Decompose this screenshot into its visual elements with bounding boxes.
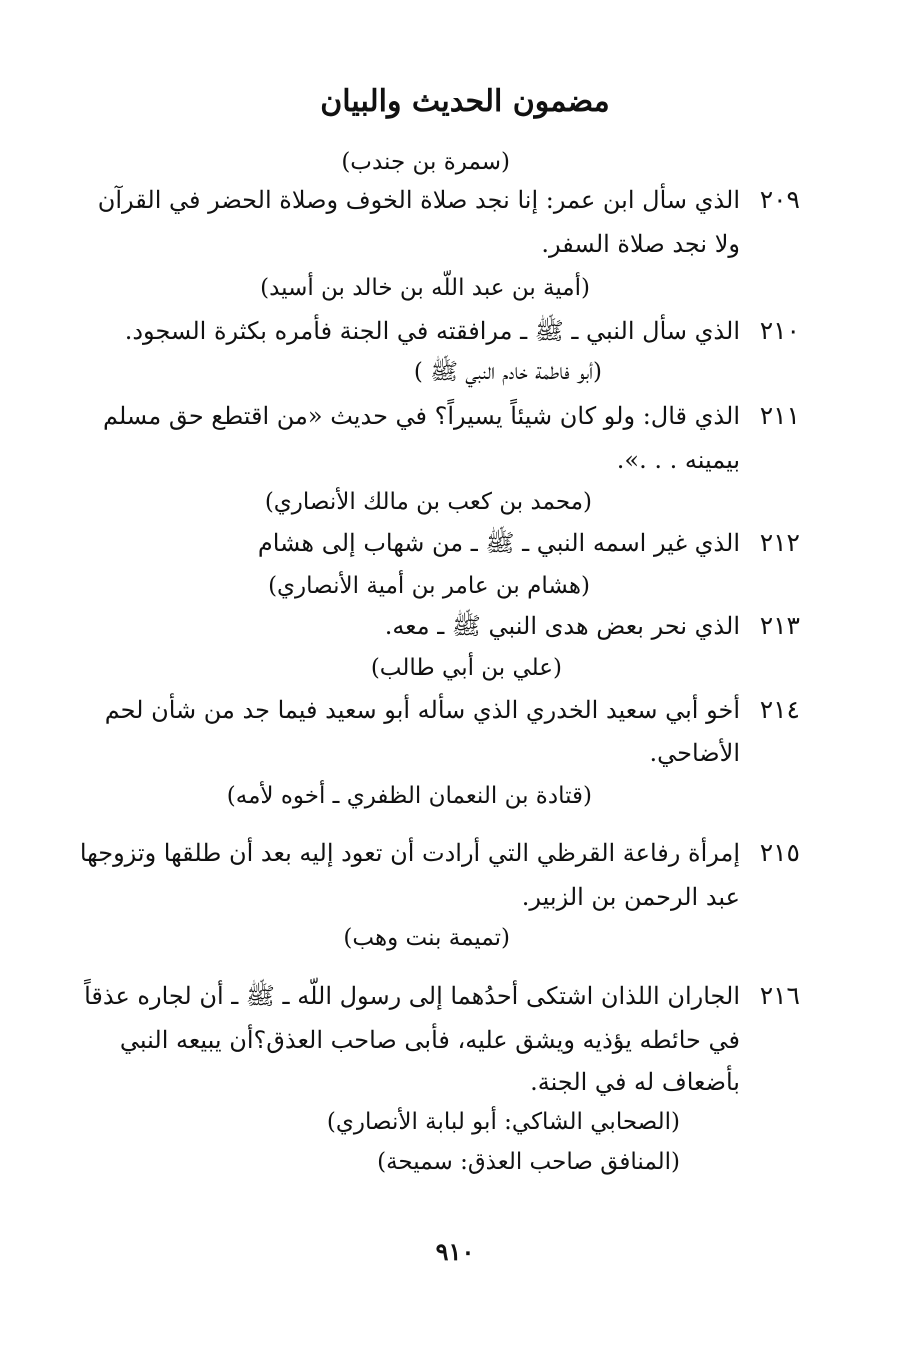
entry-text-line: عبد الرحمن بن الزبير. [521,883,740,911]
entry-number: ٢١٤ [759,695,800,724]
entry-number: ٢١٥ [759,838,800,867]
entry-text-line: ولا نجد صلاة السفر. [541,230,740,258]
entry-attribution: (تميمة بنت وهب) [343,925,510,951]
entry-text-line: بيمينه . . .». [616,446,740,474]
entry-attribution: (أمية بن عبد اللّه بن خالد بن أسيد) [260,275,590,301]
entry-attribution: (المنافق صاحب العذق: سميحة) [377,1149,680,1175]
entry-text-line: الذي غير اسمه النبي ـ ﷺ ـ من شهاب إلى هشام [257,529,740,557]
entry-attribution: (علي بن أبي طالب) [370,655,562,681]
entry-text-line: الذي نحر بعض هدى النبي ﷺ ـ معه. [384,612,740,640]
entry-number: ٢١٢ [759,528,800,557]
entry-attribution: (أبو فاطمة خادم النبي ﷺ ) [413,359,602,385]
entry-attribution: (محمد بن كعب بن مالك الأنصاري) [264,489,592,515]
entry-attribution: (الصحابي الشاكي: أبو لبابة الأنصاري) [326,1109,680,1135]
entry-text-line: الأضاحي. [649,739,740,767]
entry-text-line: في حائطه يؤذيه ويشق عليه، فأبى صاحب العذق؟أن يبيعه النبي [119,1026,740,1054]
entry-text-line: أخو أبي سعيد الخدري الذي سأله أبو سعيد فيما جد من شأن لحم [104,696,740,724]
entry-number: ٢١٠ [759,316,800,345]
entry-number: ٢١١ [759,401,800,430]
entry-text-line: إمرأة رفاعة القرظي التي أرادت أن تعود إليه بعد أن طلقها وتزوجها [79,839,740,867]
entry-attribution: (قتادة بن النعمان الظفري ـ أخوه لأمه) [226,783,592,809]
page-number: ٩١٠ [435,1237,475,1266]
entry-attribution: (هشام بن عامر بن أمية الأنصاري) [268,573,590,599]
entry-text-line: الذي سأل ابن عمر: إنا نجد صلاة الخوف وصلاة الحضر في القرآن [97,186,740,214]
entry-text-line: الذي سأل النبي ـ ﷺ ـ مرافقته في الجنة فأمره بكثرة السجود. [124,317,740,345]
entry-number: ٢١٣ [759,611,800,640]
entry-text-line: بأضعاف له في الجنة. [530,1068,740,1096]
intro-attribution: (سمرة بن جندب) [341,149,510,175]
page-title: مضمون الحديث والبيان [320,84,610,119]
entry-number: ٢١٦ [759,981,800,1010]
entry-number: ٢٠٩ [759,185,800,214]
entry-text-line: الذي قال: ولو كان شيئاً يسيراً؟ في حديث «من اقتطع حق مسلم [103,402,740,430]
entry-text-line: الجاران اللذان اشتكى أحدُهما إلى رسول اللّه ـ ﷺ ـ أن لجاره عذقاً [84,982,740,1010]
